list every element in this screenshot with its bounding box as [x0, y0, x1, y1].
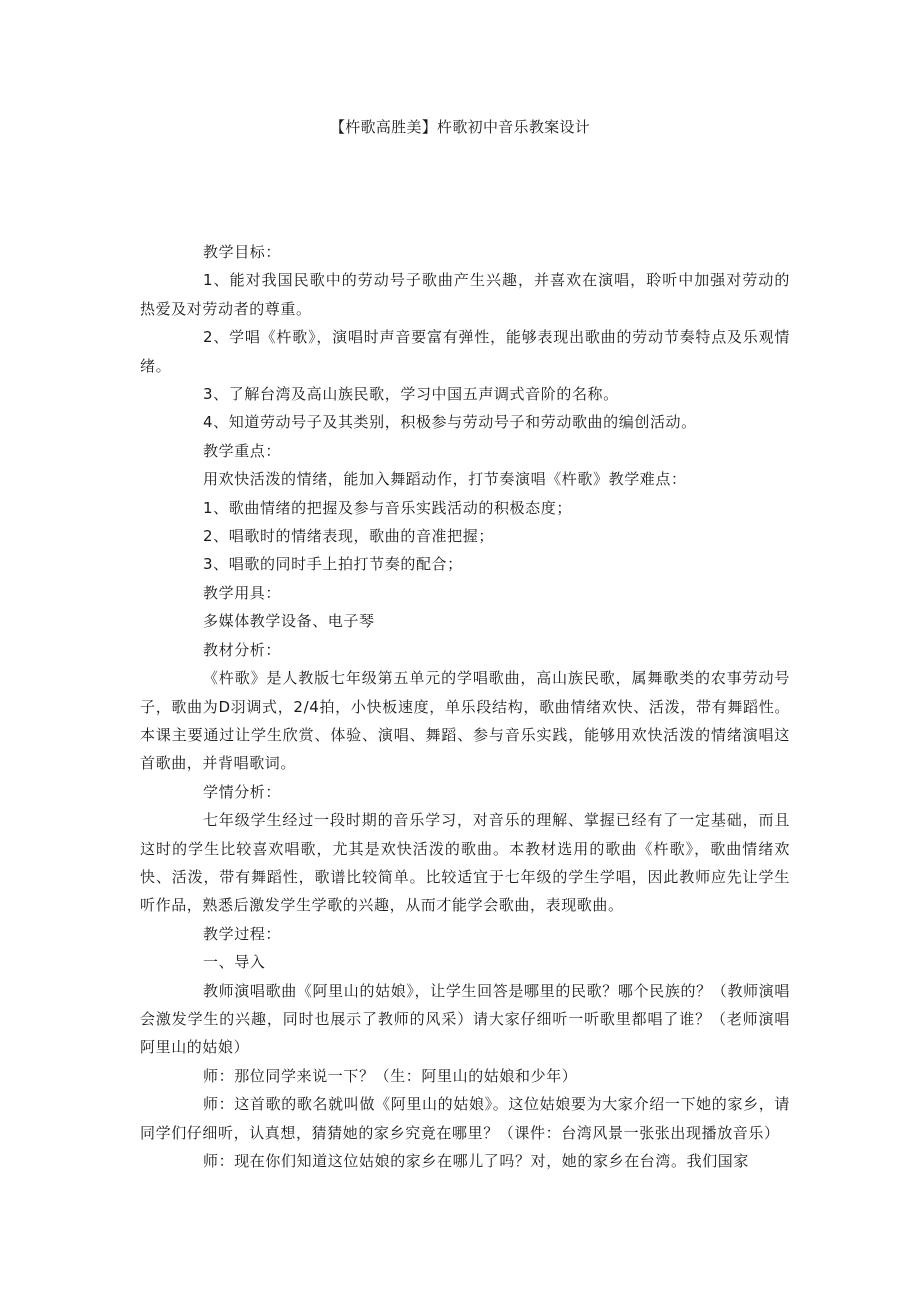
paragraph: 师：那位同学来说一下？（生：阿里山的姑娘和少年）	[203, 1066, 578, 1085]
paragraph: 师：这首歌的歌名就叫做《阿里山的姑娘》。这位姑娘要为大家介绍一下她的家乡，请同学们仔细听，认真想，猜猜她的家乡究竟在哪里？（课件：台湾风景一张张出现播放音乐）	[140, 1095, 790, 1142]
subsection-heading: 一、导入	[203, 953, 266, 972]
section-heading-objectives: 教学目标：	[203, 243, 282, 261]
paragraph: 3、了解台湾及高山族民歌，学习中国五声调式音阶的名称。	[203, 385, 619, 404]
paragraph: 4、知道劳动号子及其类别，积极参与劳动号子和劳动歌曲的编创活动。	[203, 413, 697, 432]
paragraph: 2、学唱《杵歌》，演唱时声音要富有弹性，能够表现出歌曲的劳动节奏特点及乐观情绪。	[140, 328, 790, 375]
document-body	[140, 238, 790, 1175]
section-heading-tools: 教学用具：	[203, 583, 282, 602]
section-heading-student-analysis: 学情分析：	[203, 782, 282, 801]
paragraph: 师：现在你们知道这位姑娘的家乡在哪儿了吗？对，她的家乡在台湾。我们国家	[203, 1152, 750, 1170]
section-heading-key-points: 教学重点：	[203, 441, 282, 460]
section-heading-process: 教学过程：	[203, 924, 282, 943]
paragraph: 七年级学生经过一段时期的音乐学习，对音乐的理解、掌握已经有了一定基础，而且这时的学生比较喜欢唱歌，尤其是欢快活泼的歌曲。本教材选用的歌曲《杵歌》，歌曲情绪欢快、活泼，带有舞蹈性，歌谱比较简单。比较适宜于七年级的学生学唱，因此教师应先让学生听作品，熟悉后激发学生学歌的兴趣，从而才能学会歌曲，表现歌曲。	[140, 811, 790, 915]
paragraph: 《杵歌》是人教版七年级第五单元的学唱歌曲，高山族民歌，属舞歌类的农事劳动号子，歌曲为D羽调式，2/4拍，小快板速度，单乐段结构，歌曲情绪欢快、活泼，带有舞蹈性。本课主要通过让学生欣赏、体验、演唱、舞蹈、参与音乐实践，能够用欢快活泼的情绪演唱这首歌曲，并背唱歌词。	[140, 669, 790, 773]
paragraph: 1、能对我国民歌中的劳动号子歌曲产生兴趣，并喜欢在演唱，聆听中加强对劳动的热爱及对劳动者的尊重。	[140, 271, 790, 318]
paragraph: 3、唱歌的同时手上拍打节奏的配合；	[203, 555, 463, 574]
paragraph: 多媒体教学设备、电子琴	[203, 612, 375, 631]
paragraph: 2、唱歌时的情绪表现，歌曲的音准把握；	[203, 527, 494, 546]
paragraph: 教师演唱歌曲《阿里山的姑娘》，让学生回答是哪里的民歌？哪个民族的？（教师演唱会激发学生的兴趣，同时也展示了教师的风采）请大家仔细听一听歌里都唱了谁？（老师演唱阿里山的姑娘）	[140, 981, 790, 1057]
section-heading-material-analysis: 教材分析：	[203, 640, 282, 659]
document-title: 【杵歌高胜美】杵歌初中音乐教案设计	[329, 118, 591, 136]
paragraph: 1、歌曲情绪的把握及参与音乐实践活动的积极态度；	[203, 498, 572, 517]
paragraph: 用欢快活泼的情绪，能加入舞蹈动作，打节奏演唱《杵歌》教学难点：	[203, 470, 687, 489]
